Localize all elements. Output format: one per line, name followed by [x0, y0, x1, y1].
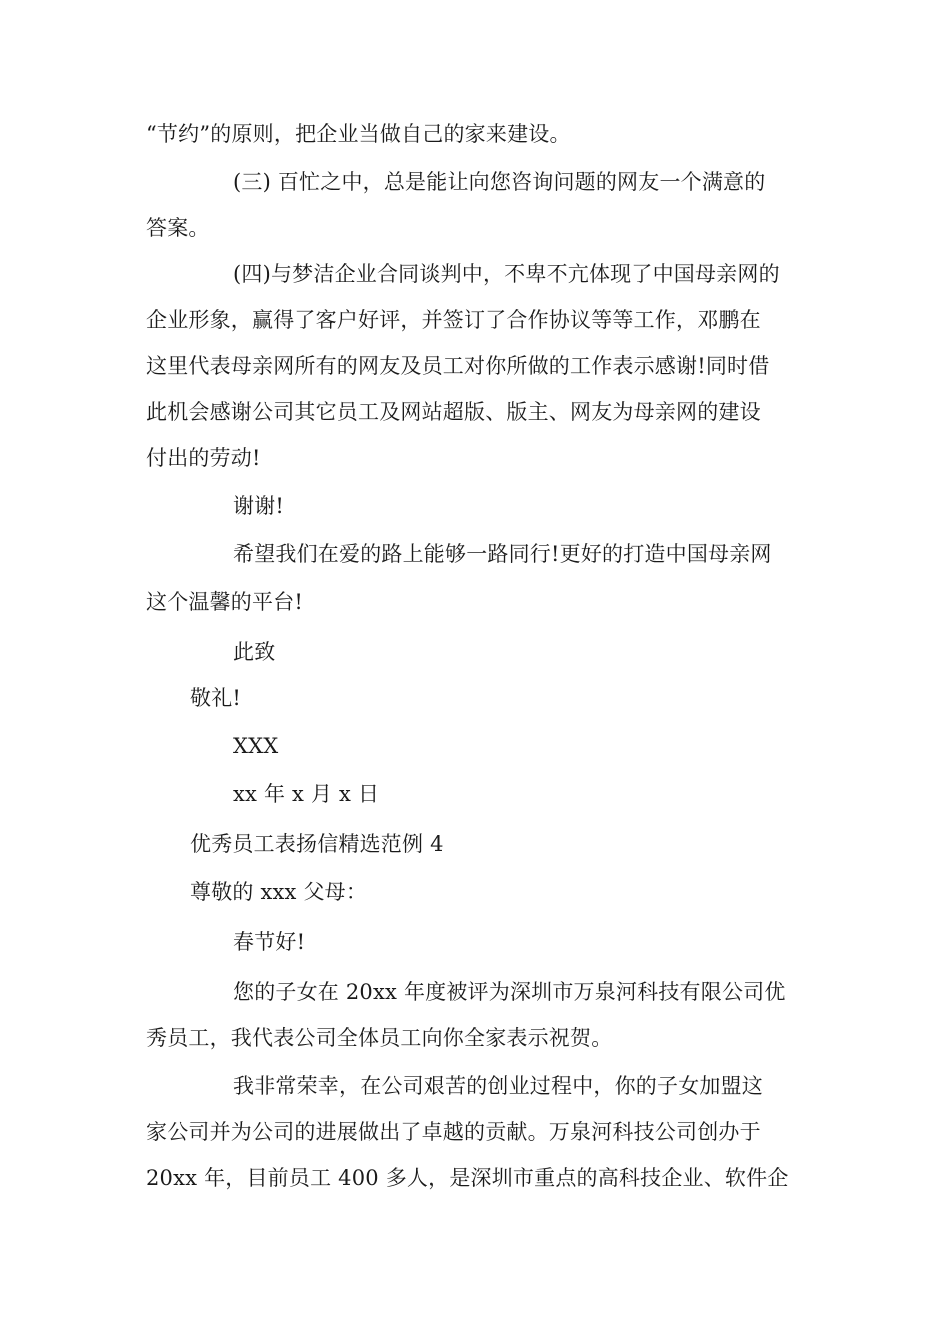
paragraph-line: “节约”的原则，把企业当做自己的家来建设。 — [146, 122, 571, 146]
paragraph-line: (四)与梦洁企业合同谈判中，不卑不亢体现了中国母亲网的 — [233, 262, 780, 286]
paragraph-line: 秀员工，我代表公司全体员工向你全家表示祝贺。 — [146, 1026, 613, 1050]
section-heading: 优秀员工表扬信精选范例 4 — [190, 832, 444, 856]
paragraph-line: 这里代表母亲网所有的网友及员工对你所做的工作表示感谢!同时借 — [146, 354, 770, 378]
date-line: xx 年 x 月 x 日 — [233, 782, 380, 806]
paragraph-line: 答案。 — [146, 216, 210, 240]
greeting-line: 尊敬的 xxx 父母： — [190, 880, 368, 904]
closing-line: 此致 — [233, 640, 276, 664]
salutation-line: 敬礼! — [190, 686, 242, 710]
signature-line: XXX — [233, 734, 279, 758]
paragraph-line: 20xx 年，目前员工 400 多人，是深圳市重点的高科技企业、软件企 — [146, 1166, 789, 1190]
paragraph-line: 此机会感谢公司其它员工及网站超版、版主、网友为母亲网的建设 — [146, 400, 761, 424]
paragraph-line: 谢谢! — [233, 494, 285, 518]
paragraph-line: 您的子女在 20xx 年度被评为深圳市万泉河科技有限公司优 — [233, 980, 786, 1004]
paragraph-line: 希望我们在爱的路上能够一路同行!更好的打造中国母亲网 — [233, 542, 772, 566]
paragraph-line: 企业形象，赢得了客户好评，并签订了合作协议等等工作，邓鹏在 — [146, 308, 761, 332]
paragraph-line: 我非常荣幸，在公司艰苦的创业过程中，你的子女加盟这 — [233, 1074, 763, 1098]
paragraph-line: (三) 百忙之中，总是能让向您咨询问题的网友一个满意的 — [233, 170, 766, 194]
paragraph-line: 这个温馨的平台! — [146, 590, 304, 614]
paragraph-line: 家公司并为公司的进展做出了卓越的贡献。万泉河科技公司创办于 — [146, 1120, 761, 1144]
paragraph-line: 春节好! — [233, 930, 306, 954]
paragraph-line: 付出的劳动! — [146, 446, 261, 470]
